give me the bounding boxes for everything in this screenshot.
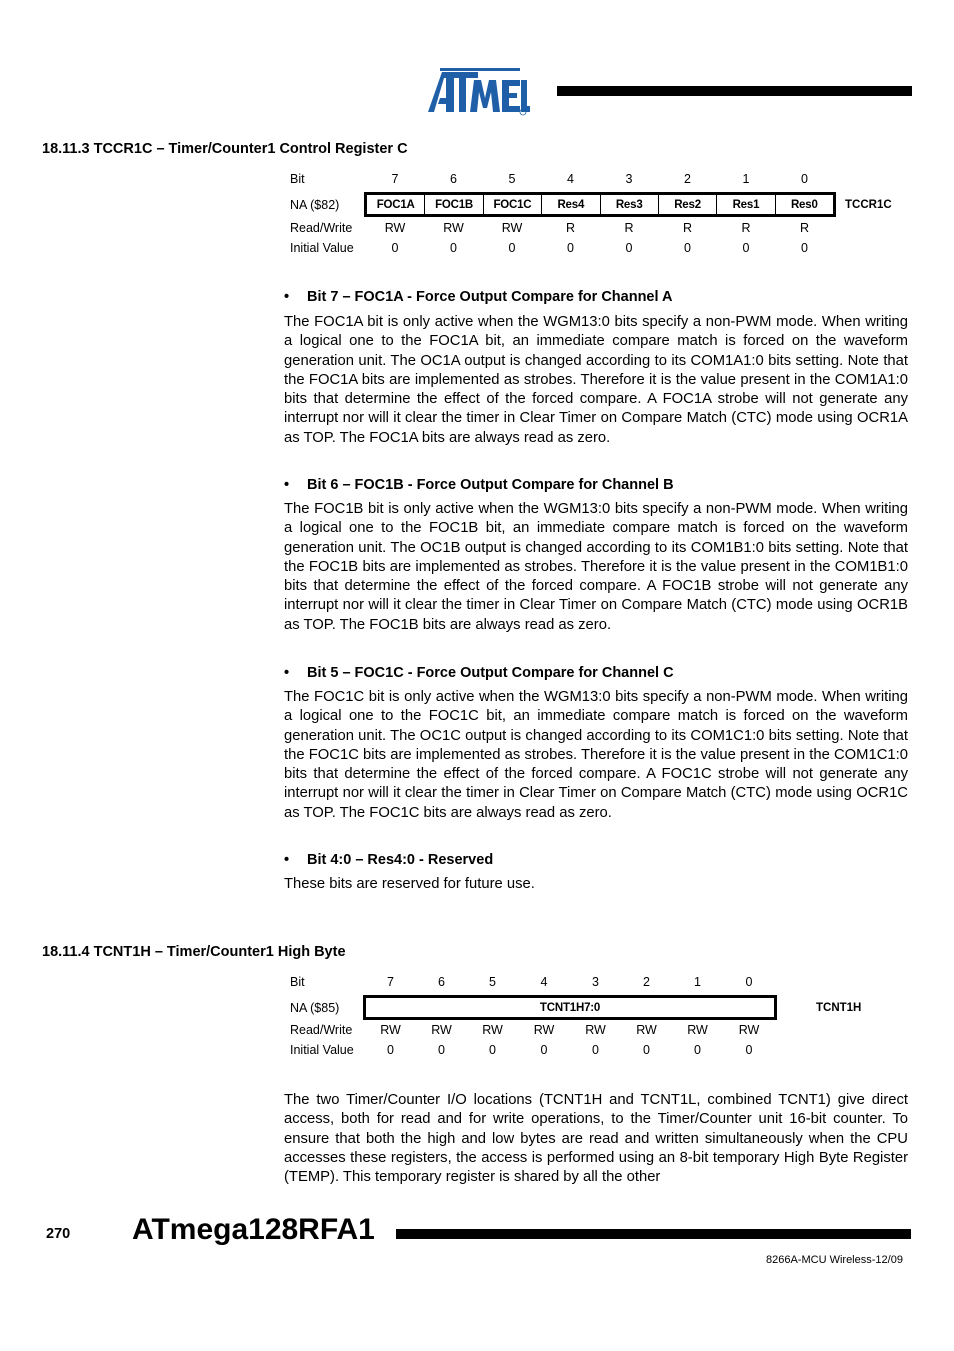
bit-heading-text: Bit 7 – FOC1A - Force Output Compare for Channel A [307, 289, 673, 305]
access-value: RW [380, 1023, 401, 1037]
bit-number: 4 [567, 172, 574, 186]
bit-number: 5 [489, 975, 496, 989]
read-write-label: Read/Write [290, 221, 353, 235]
access-value: R [624, 221, 634, 235]
bit-heading-text: Bit 6 – FOC1B - Force Output Compare for Channel B [307, 477, 674, 493]
bit-description: These bits are reserved for future use. [284, 876, 535, 892]
page-number: 270 [46, 1226, 71, 1242]
initial-value: 0 [391, 241, 399, 255]
access-value: RW [636, 1023, 657, 1037]
initial-value: 0 [684, 241, 691, 255]
bit-number: 3 [625, 172, 633, 186]
initial-value: 0 [742, 241, 750, 255]
bit-heading [284, 665, 674, 681]
bit-number: 0 [745, 975, 753, 989]
access-value: RW [585, 1023, 606, 1037]
register-name: TCNT1H [816, 1002, 862, 1014]
bullet-marker: • [284, 477, 290, 493]
section-title-tccr1c: 18.11.3 TCCR1C – Timer/Counter1 Control Register C [42, 141, 408, 157]
bit-description: The FOC1C bit is only active when the WGM13:0 bits specify a non-PWM mode. When writing a logical one to the FOC1C bit, an immediate compare match is forced on the waveform generation unit. The OC1C output is changed according to its COM1C1:0 bits setting. Note that the FOC1C bits are implemented as strobes. Therefore it is the value present in the COM1C1:0 bits that determine the effect of the forced compare. A FOC1C strobe will not generate any interrupt nor will it clear the timer in Clear Timer on Compare Match (CTC) mode using OCR1C as TOP. The FOC1C bits are always read as zero. [284, 689, 908, 821]
access-value: RW [482, 1023, 503, 1037]
access-value: R [682, 221, 693, 235]
document-code: 8266A-MCU Wireless-12/09 [766, 1254, 903, 1266]
initial-value: 0 [387, 1043, 394, 1057]
bit-number: 4 [540, 975, 548, 989]
register-cell: FOC1C [484, 195, 542, 214]
initial-value: 0 [694, 1043, 701, 1057]
register-cell: Res1 [717, 195, 775, 214]
bit-number: 1 [742, 172, 750, 186]
initial-value: 0 [508, 241, 516, 255]
initial-value-label: Initial Value [290, 241, 354, 255]
initial-value: 0 [540, 1043, 548, 1057]
bullet-marker: • [284, 289, 290, 305]
header-rule [557, 86, 912, 96]
access-value: RW [431, 1023, 452, 1037]
register-cell: Res3 [601, 195, 659, 214]
register-cell: TCNT1H7:0 [539, 1001, 601, 1014]
register-cell: Res0 [790, 198, 818, 211]
access-value: RW [501, 221, 523, 235]
document-title: ATmega128RFA1 [132, 1213, 375, 1246]
bit-label: Bit [290, 172, 305, 186]
bit-heading [284, 289, 672, 305]
access-value: RW [443, 221, 464, 235]
bit-number: 7 [391, 172, 399, 186]
bit-heading-text: Bit 4:0 – Res4:0 - Reserved [307, 852, 494, 868]
access-value: RW [687, 1023, 708, 1037]
register-cell: FOC1B [425, 195, 483, 214]
bit-number: 5 [508, 172, 516, 186]
initial-value: 0 [643, 1043, 650, 1057]
section-title-tcnt1h: 18.11.4 TCNT1H – Timer/Counter1 High Byte [42, 944, 346, 960]
bit-number: 7 [387, 975, 394, 989]
bit-number: 6 [438, 975, 445, 989]
bullet-marker: • [284, 852, 290, 868]
initial-value: 0 [438, 1043, 445, 1057]
access-value: R [799, 221, 810, 235]
register-cell: Res4 [542, 195, 600, 214]
bit-number: 2 [643, 975, 650, 989]
register-cell: FOC1A [367, 195, 425, 214]
initial-value: 0 [745, 1043, 753, 1057]
bit-number: 0 [801, 172, 808, 186]
register-cell: Res2 [659, 195, 717, 214]
bit-number: 3 [592, 975, 599, 989]
bit-description: The FOC1B bit is only active when the WGM13:0 bits specify a non-PWM mode. When writing a logical one to the FOC1B bit, an immediate compare match is forced on the waveform generation unit. The OC1B output is changed according to its COM1B1:0 bits setting. Note that the FOC1B bits are implemented as strobes. Therefore it is the value present in the COM1B1:0 bits that determine the effect of the forced compare. A FOC1B strobe will not generate any interrupt nor will it clear the timer in Clear Timer on Compare Match (CTC) mode using OCR1B as TOP. The FOC1B bits are always read as zero. [284, 501, 908, 633]
register-address: NA ($85) [290, 1001, 340, 1015]
initial-value: 0 [801, 241, 808, 255]
access-value: RW [384, 221, 406, 235]
bit-heading-text: Bit 5 – FOC1C - Force Output Compare for Channel C [307, 665, 674, 681]
initial-value: 0 [567, 241, 574, 255]
register-name: TCCR1C [845, 199, 892, 211]
bit-label: Bit [290, 975, 305, 989]
bit-heading [284, 852, 493, 868]
atmel-logo [426, 68, 530, 116]
initial-value: 0 [489, 1043, 496, 1057]
initial-value: 0 [625, 241, 633, 255]
bit-number: 1 [694, 975, 701, 989]
bit-number: 2 [684, 172, 691, 186]
access-value: RW [738, 1023, 760, 1037]
access-value: RW [533, 1023, 555, 1037]
bit-heading [284, 477, 674, 493]
register-bit-cells [363, 995, 777, 1020]
access-value: R [741, 221, 751, 235]
footer-rule [396, 1229, 911, 1239]
initial-value: 0 [450, 241, 457, 255]
register-address: NA ($82) [290, 198, 340, 212]
access-value: R [565, 221, 576, 235]
register-bit-cells [364, 192, 836, 217]
initial-value: 0 [592, 1043, 599, 1057]
initial-value-label: Initial Value [290, 1043, 354, 1057]
read-write-label: Read/Write [290, 1023, 353, 1037]
bit-number: 6 [450, 172, 457, 186]
bullet-marker: • [284, 665, 290, 681]
tcnt1h-description: The two Timer/Counter I/O locations (TCNT1H and TCNT1L, combined TCNT1) give direct access, both for read and for write operations, to the Timer/Counter unit 16-bit counter. To ensure that both the high and low bytes are read and written simultaneously when the CPU accesses these registers, the access is performed using an 8-bit temporary High Byte Register (TEMP). This temporary register is shared by all the other [284, 1092, 908, 1186]
bit-description: The FOC1A bit is only active when the WGM13:0 bits specify a non-PWM mode. When writing a logical one to the FOC1A bit, an immediate compare match is forced on the waveform generation unit. The OC1A output is changed according to its COM1A1:0 bits setting. Note that the FOC1A bits are implemented as strobes. Therefore it is the value present in the COM1A1:0 bits that determine the effect of the forced compare. A FOC1A strobe will not generate any interrupt nor will it clear the timer in Clear Timer on Compare Match (CTC) mode using OCR1A as TOP. The FOC1A bits are always read as zero. [284, 314, 908, 446]
